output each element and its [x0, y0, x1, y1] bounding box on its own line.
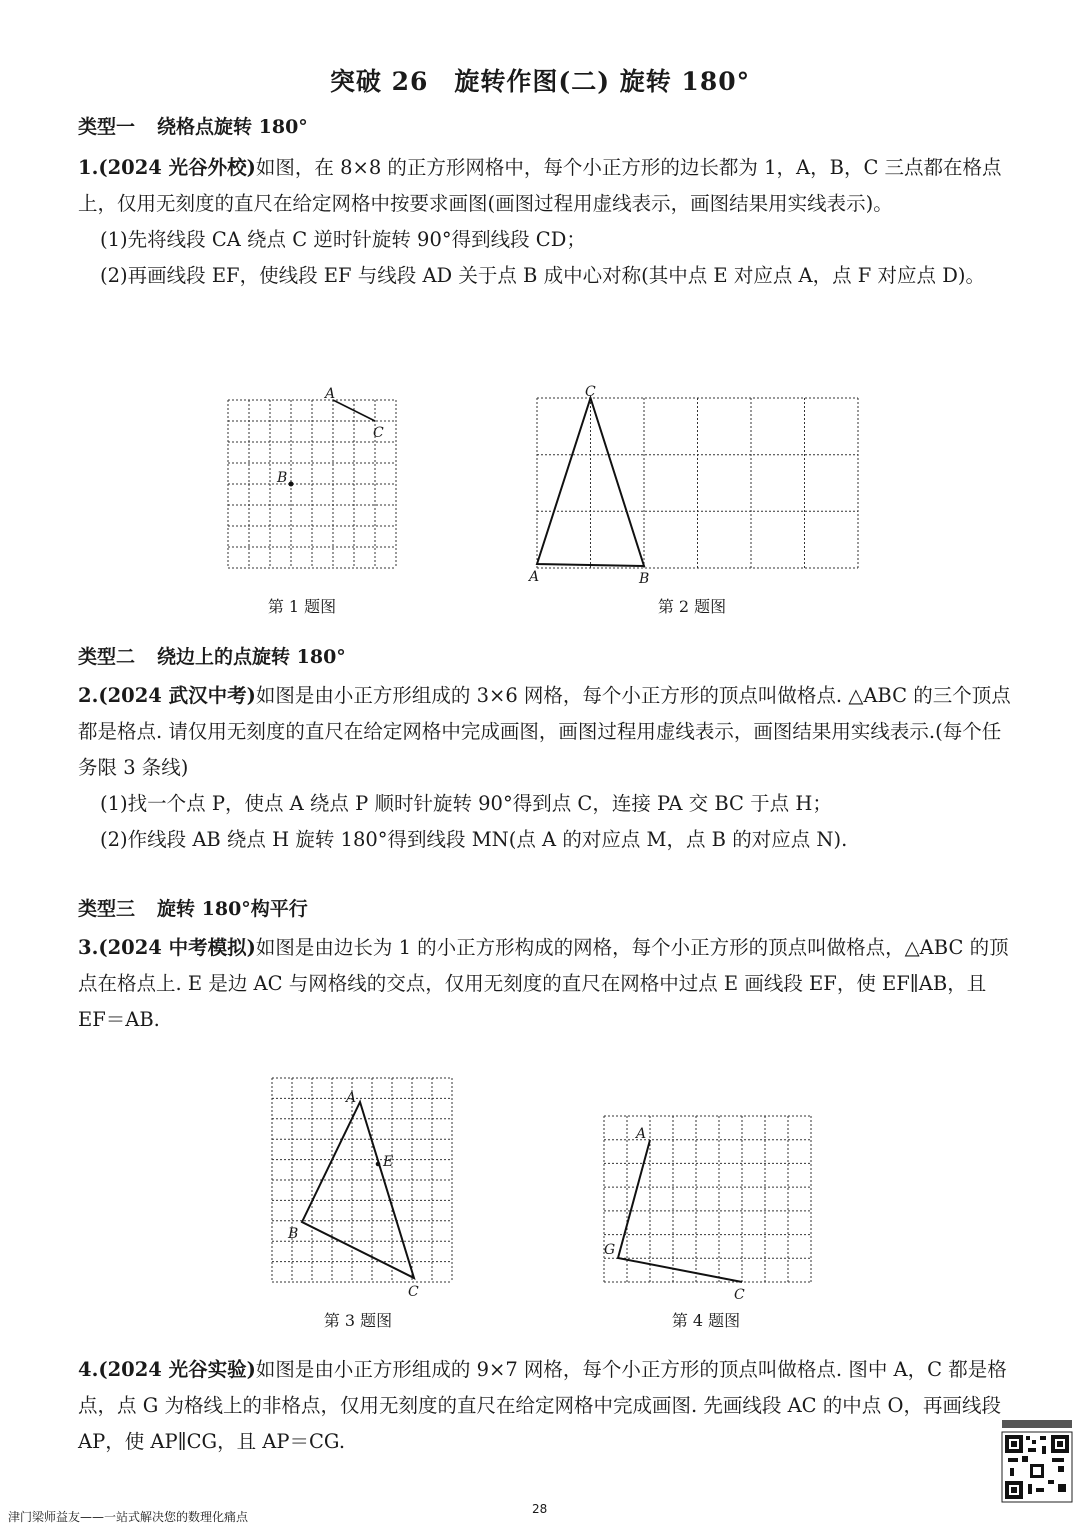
figure-3 — [272, 1078, 462, 1300]
figure-2-caption: 第 2 题图 — [657, 597, 727, 616]
type1-label: 类型一 — [78, 116, 136, 138]
q1-sub2: (2)再画线段 EF，使线段 EF 与线段 AD 关于点 B 成中心对称(其中点 E 对应点 A，点 F 对应点 D)。 — [100, 264, 985, 287]
label-b: B — [639, 571, 650, 587]
q3-source: (2024 中考模拟) — [98, 936, 256, 959]
section-heading-type3 — [78, 894, 308, 921]
q1-sub1: (1)先将线段 CA 绕点 C 逆时针旋转 90°得到线段 CD； — [100, 228, 586, 251]
section-heading-type2 — [78, 642, 346, 669]
q4-text: 如图是由小正方形组成的 9×7 网格，每个小正方形的顶点叫做格点. 图中 A，C 都是格点，点 G 为格线上的非格点，仅用无刻度的直尺在给定网格中完成画图. 先画线段 AC 的中点 O，再画线段 AP，使 AP∥CG，且 AP＝CG. — [78, 1358, 1007, 1453]
type3-name: 旋转 180°构平行 — [157, 898, 308, 920]
label-a: A — [529, 569, 540, 585]
point-e — [376, 1162, 381, 1167]
figure-1-caption: 第 1 题图 — [267, 597, 337, 616]
section-heading-type1 — [78, 112, 308, 139]
footer-text: 津门梁师益友——一站式解决您的数理化痛点 — [8, 1510, 249, 1524]
q1-number: 1. — [78, 156, 99, 179]
label-c: C — [373, 425, 384, 441]
label-b: B — [277, 470, 288, 486]
q4-number: 4. — [78, 1358, 99, 1381]
q2-sub2: (2)作线段 AB 绕点 H 旋转 180°得到线段 MN(点 A 的对应点 M，点 B 的对应点 N). — [100, 828, 848, 851]
qr-code — [1002, 1420, 1072, 1510]
figure-4-caption: 第 4 题图 — [671, 1311, 741, 1330]
q1-source: (2024 光谷外校) — [98, 156, 256, 179]
q2-text: 如图是由小正方形组成的 3×6 网格，每个小正方形的顶点叫做格点. △ABC 的三个顶点都是格点. 请仅用无刻度的直尺在给定网格中完成画图，画图过程用虚线表示，画图结果用实线表示. — [78, 684, 1011, 743]
q2-note: (每个任务限 3 条线) — [78, 720, 1002, 779]
type3-label: 类型三 — [78, 898, 136, 920]
label-g: G — [604, 1242, 616, 1258]
type2-label: 类型二 — [78, 646, 136, 668]
label-a: A — [636, 1126, 647, 1142]
q2-number: 2. — [78, 684, 99, 707]
label-a: A — [325, 386, 336, 402]
page-title: 突破 26 旋转作图(二) 旋转 180° — [329, 67, 751, 96]
q3-text: 如图是由边长为 1 的小正方形构成的网格，每个小正方形的顶点叫做格点，△ABC 的顶点在格点上. E 是边 AC 与网格线的交点，仅用无刻度的直尺在网格中过点 E 画线段 EF，使 EF∥AB，且 EF＝AB. — [78, 936, 1009, 1031]
type1-name: 绕格点旋转 180° — [157, 116, 308, 138]
label-b: B — [288, 1226, 299, 1242]
page-number: 28 — [532, 1502, 548, 1516]
q4-source: (2024 光谷实验) — [98, 1358, 256, 1381]
triangle-abc — [302, 1102, 414, 1278]
figure-3-caption: 第 3 题图 — [323, 1311, 393, 1330]
figure-1 — [228, 386, 404, 568]
q3-number: 3. — [78, 936, 99, 959]
label-e: E — [383, 1154, 394, 1170]
question-2 — [78, 678, 1018, 858]
label-c: C — [585, 384, 596, 400]
q2-sub1: (1)找一个点 P，使点 A 绕点 P 顺时针旋转 90°得到点 C，连接 PA 交 BC 于点 H； — [100, 792, 832, 815]
question-1 — [78, 150, 1018, 294]
label-c: C — [408, 1284, 419, 1300]
question-4 — [78, 1352, 1008, 1460]
q2-source: (2024 武汉中考) — [98, 684, 256, 707]
figure-4 — [604, 1116, 812, 1303]
q1-text: 如图，在 8×8 的正方形网格中，每个小正方形的边长都为 1，A，B，C 三点都在格点上，仅用无刻度的直尺在给定网格中按要求画图(画图过程用虚线表示，画图结果用实线表示)。 — [78, 156, 1002, 215]
label-c: C — [734, 1287, 745, 1303]
type2-name: 绕边上的点旋转 180° — [157, 646, 346, 668]
figure-2 — [529, 384, 859, 587]
label-a: A — [346, 1090, 357, 1106]
question-3 — [78, 930, 1018, 1038]
point-b — [289, 482, 294, 487]
